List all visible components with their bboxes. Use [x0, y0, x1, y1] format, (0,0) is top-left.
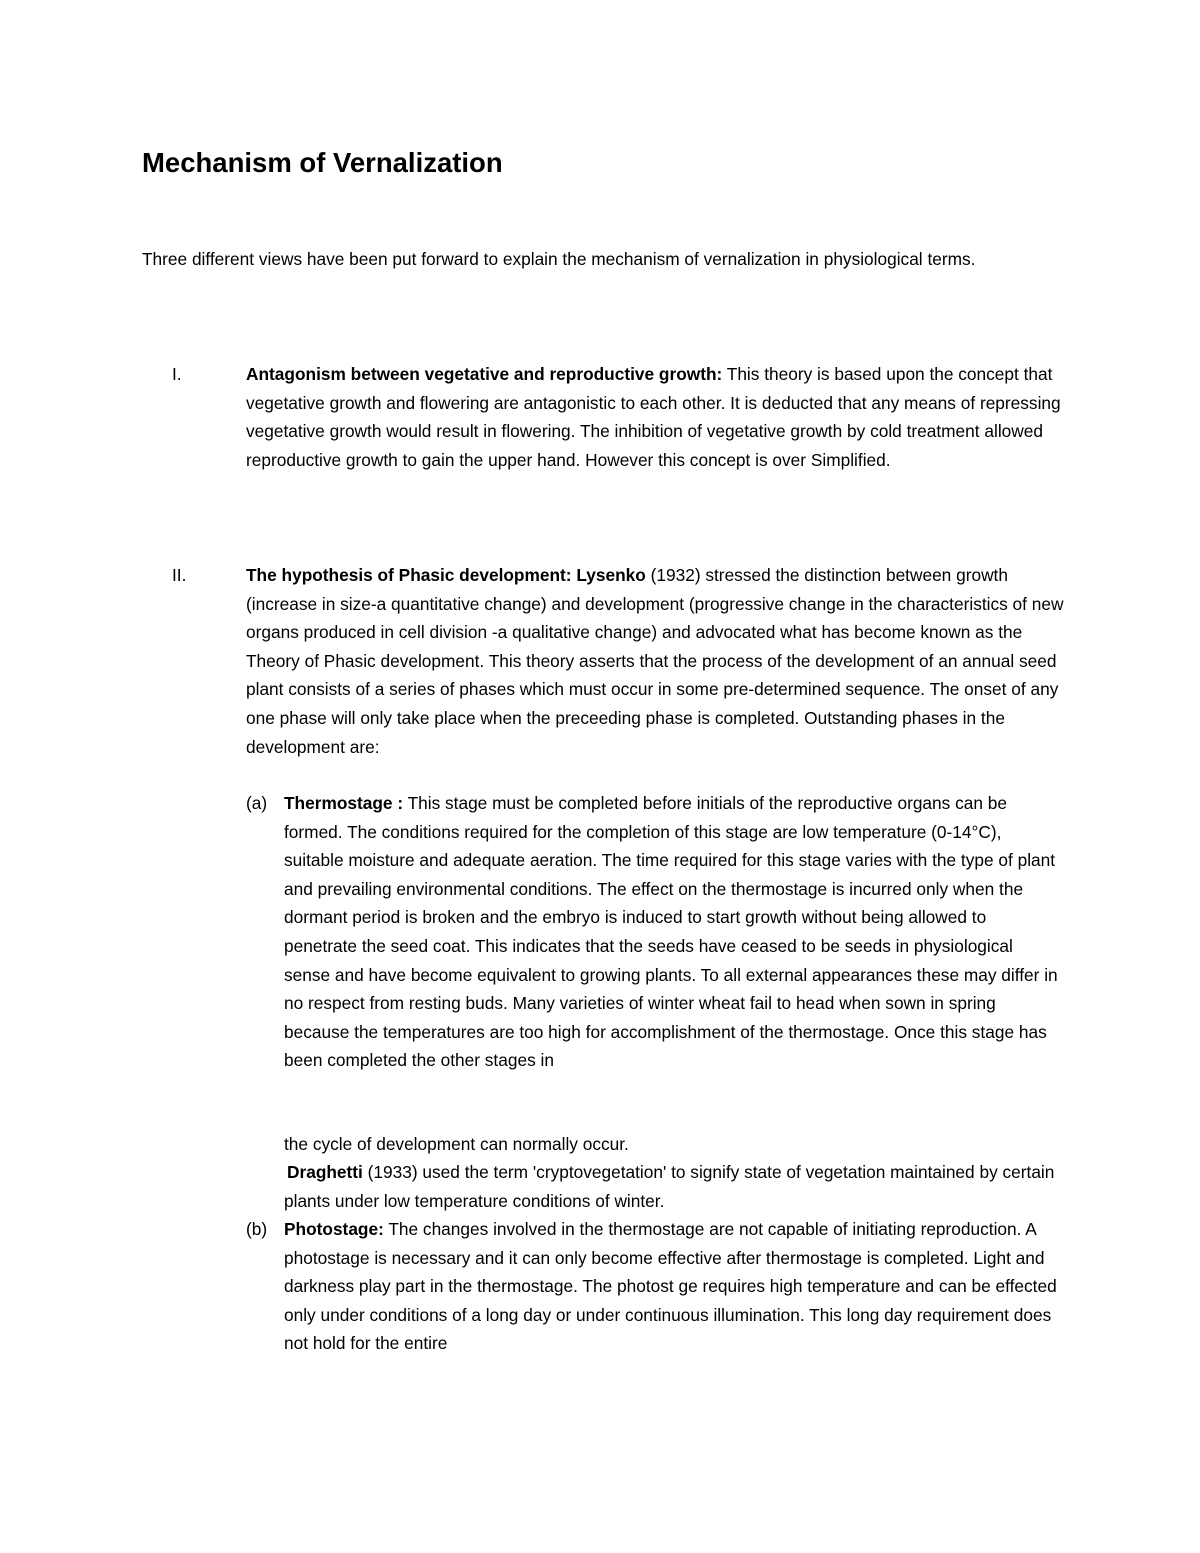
- subsection-heading: Thermostage :: [284, 793, 404, 813]
- continuation-line: the cycle of development can normally occur.: [284, 1134, 629, 1154]
- subsection-body: [284, 789, 1059, 1075]
- subsection-label: (b): [246, 1219, 268, 1239]
- draghetti-name: Draghetti: [287, 1162, 363, 1182]
- section-heading: Antagonism between vegetative and reproductive growth:: [246, 364, 723, 384]
- draghetti-note: [284, 1158, 1064, 1215]
- subsection-heading: Photostage:: [284, 1219, 384, 1239]
- intro-paragraph: Three different views have been put forward to explain the mechanism of vernalization in physiological terms.: [142, 249, 976, 269]
- document-title: Mechanism of Vernalization: [142, 147, 503, 178]
- section-numeral: I.: [172, 364, 182, 384]
- section-text: (1932) stressed the distinction between growth (increase in size-a quantitative change) and development (progressive change in the characteristics of new organs produced in cell division -a qualitative change) and advocated what has become known as the Theory of Phasic development. This theory asserts that the process of the development of an annual seed plant consists of a series of phases which must occur in some pre-determined sequence. The onset of any one phase will only take place when the preceeding phase is completed. Outstanding phases in the development are:: [246, 565, 1064, 757]
- draghetti-text: (1933) used the term 'cryptovegetation' to signify state of vegetation maintained by certain plants under low temperature conditions of winter.: [284, 1162, 1055, 1211]
- section-heading: The hypothesis of Phasic development: Lysenko: [246, 565, 646, 585]
- subsection-body: [284, 1215, 1059, 1358]
- subsection-text: This stage must be completed before initials of the reproductive organs can be formed. The conditions required for the completion of this stage are low temperature (0-14°C), suitable moisture and adequate aeration. The time required for this stage varies with the type of plant and prevailing environmental conditions. The effect on the thermostage is incurred only when the dormant period is broken and the embryo is induced to start growth without being allowed to penetrate the seed coat. This indicates that the seeds have ceased to be seeds in physiological sense and have become equivalent to growing plants. To all external appearances these may differ in no respect from resting buds. Many varieties of winter wheat fail to head when sown in spring because the temperatures are too high for accomplishment of the thermostage. Once this stage has been completed the other stages in: [284, 793, 1058, 1071]
- subsection-text: The changes involved in the thermostage are not capable of initiating reproduction. A photostage is necessary and it can only become effective after thermostage is completed. Light and darkness play part in the thermostage. The photost ge requires high temperature and can be effected only under conditions of a long day or under continuous illumination. This long day requirement does not hold for the entire: [284, 1219, 1057, 1354]
- section-text: This theory is based upon the concept that vegetative growth and flowering are antagonistic to each other. It is deducted that any means of repressing vegetative growth would result in flowering. The inhibition of vegetative growth by cold treatment allowed reproductive growth to gain the upper hand. However this concept is over Simplified.: [246, 364, 1061, 470]
- section-numeral: II.: [172, 565, 187, 585]
- section-body: [246, 561, 1066, 761]
- subsection-label: (a): [246, 793, 268, 813]
- section-body: [246, 360, 1066, 474]
